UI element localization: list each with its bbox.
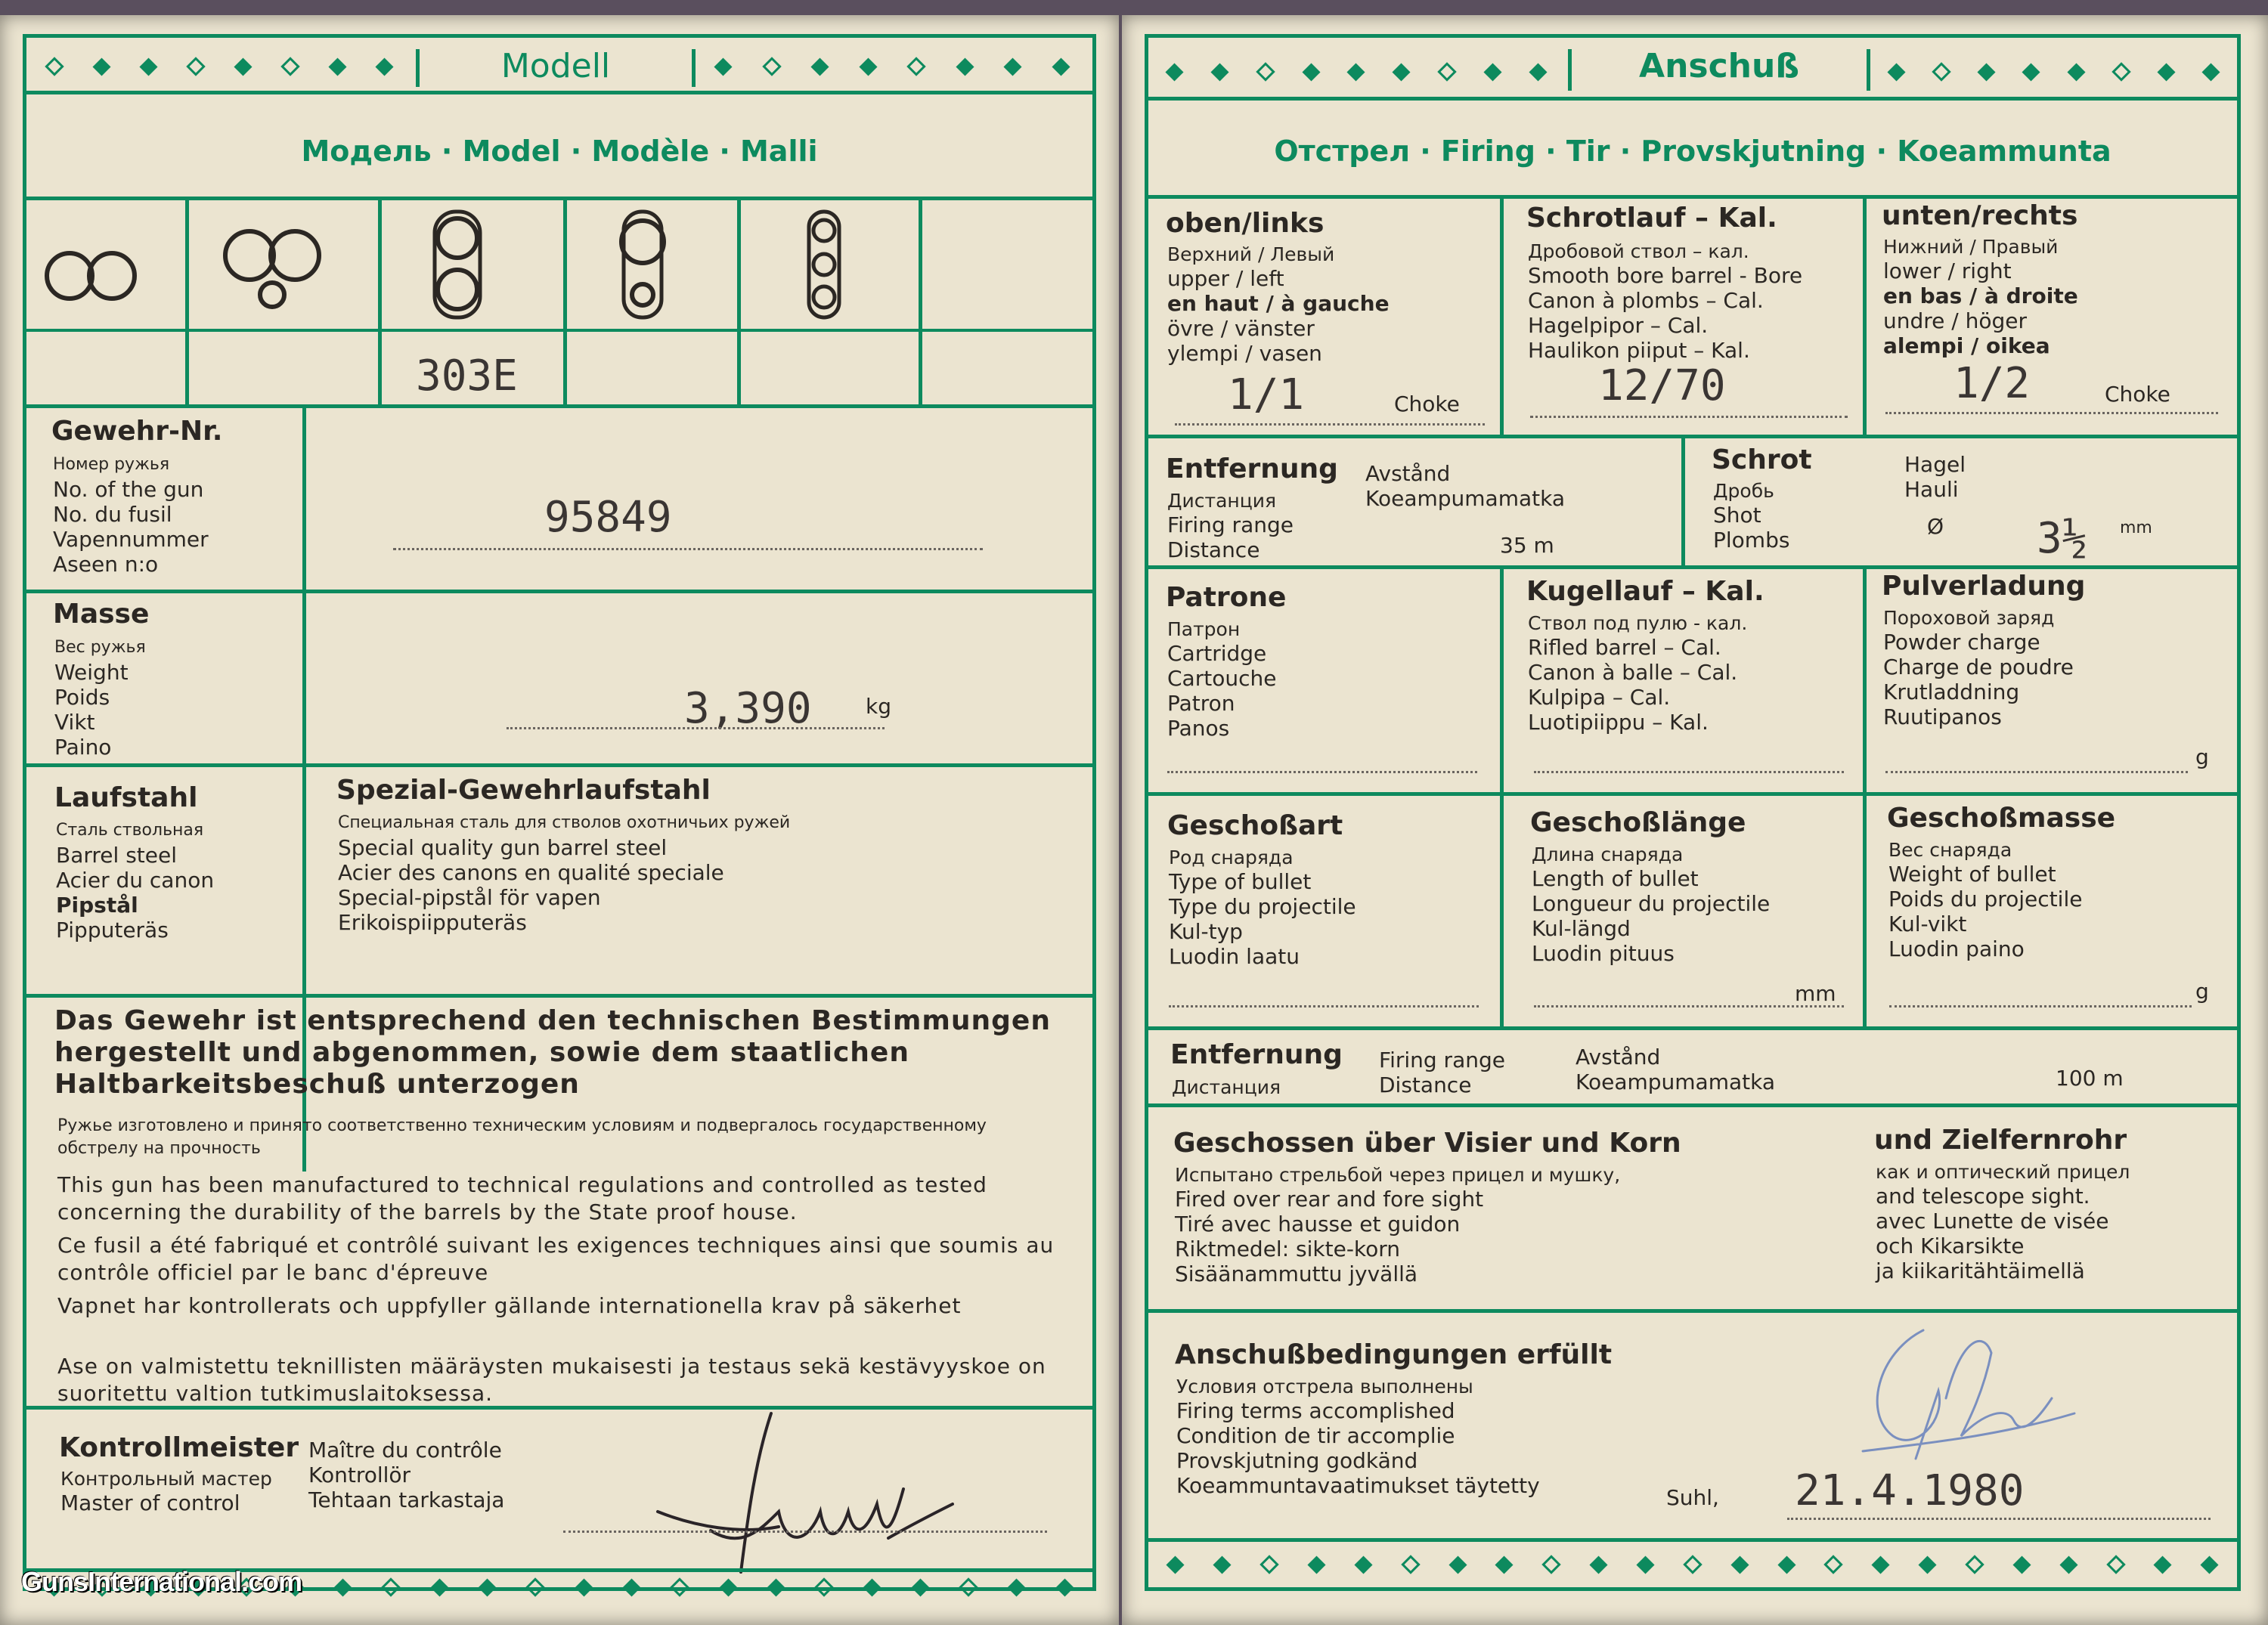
diameter-symbol: Ø bbox=[1927, 514, 1944, 539]
bottom-right-choke-value: 1/2 bbox=[1954, 359, 2031, 408]
shot-barrel-value: 12/70 bbox=[1598, 361, 1726, 410]
model-subtitle: Модель · Model · Modèle · Malli bbox=[301, 135, 818, 168]
bullet-mass-unit: g bbox=[2195, 979, 2209, 1004]
range1-value: 35 m bbox=[1500, 533, 1554, 558]
right-footer-ornament bbox=[1152, 1549, 2233, 1580]
range2-value: 100 m bbox=[2056, 1066, 2124, 1091]
gun-no-title: Gewehr-Nr. bbox=[51, 416, 223, 447]
shot-labels-2: Hagel Hauli bbox=[1904, 452, 1966, 502]
left-header-ornament-r bbox=[699, 51, 1085, 82]
bullet-type-title: Geschoßart bbox=[1167, 810, 1343, 841]
statement-sv: Vapnet har kontrollerats och uppfyller gällande internationella krav på säkerhet bbox=[57, 1293, 962, 1318]
model-value: 303E bbox=[416, 351, 518, 401]
model-title: Modell bbox=[500, 47, 611, 85]
bullet-mass-title: Geschoßmasse bbox=[1887, 803, 2116, 834]
barrel-steel-labels: Сталь ствольная Barrel steel Acier du canon Pipstål Pipputeräs bbox=[56, 821, 215, 942]
bullet-length-title: Geschoßlänge bbox=[1530, 807, 1746, 838]
scope-title: und Zielfernrohr bbox=[1874, 1125, 2127, 1156]
ball-barrel-labels: Ствол под пулю - кал. Rifled barrel – Cal. Canon à balle – Cal. Kulpipa – Cal. Luotipiippu – Kal. bbox=[1528, 612, 1748, 735]
statement-en: This gun has been manufactured to technical regulations and controlled as tested concerning the durability of the barrels by the State proof house. bbox=[57, 1172, 987, 1224]
bullet-mass-labels: Вес снаряда Weight of bullet Poids du projectile Kul-vikt Luodin paino bbox=[1888, 839, 2083, 961]
right-header-ornament-l bbox=[1152, 57, 1560, 87]
barrel-steel-title: Laufstahl bbox=[54, 782, 198, 813]
over-under-icon bbox=[423, 208, 491, 321]
rifle-drilling-icon bbox=[790, 208, 858, 321]
top-left-title: oben/links bbox=[1166, 208, 1325, 239]
bottom-right-title: unten/rechts bbox=[1882, 200, 2078, 231]
shot-title: Schrot bbox=[1712, 444, 1812, 475]
ball-barrel-title: Kugellauf – Kal. bbox=[1526, 576, 1765, 607]
shot-barrel-title: Schrotlauf – Kal. bbox=[1526, 203, 1777, 234]
control-title: Kontrollmeister bbox=[59, 1432, 299, 1463]
sights-labels: Испытано стрельбой через прицел и мушку, Fired over rear and fore sight Tiré avec hausse et guidon Riktmedel: sikte-korn Sisäänammuttu jyvällä bbox=[1175, 1164, 1621, 1286]
mass-unit: kg bbox=[866, 694, 891, 719]
powder-labels: Пороховой заряд Powder charge Charge de poudre Krutladdning Ruutipanos bbox=[1883, 607, 2074, 729]
statement-fr: Ce fusil a été fabriqué et contrôlé suivant les exigences techniques ainsi que soumis au contrôle officiel par le banc d'épreuve bbox=[57, 1233, 1055, 1285]
control-labels-2: Maître du contrôle Kontrollör Tehtaan tarkastaja bbox=[308, 1438, 505, 1512]
sights-title: Geschossen über Visier und Korn bbox=[1173, 1128, 1681, 1159]
top-left-labels: Верхний / Левый upper / left en haut / à gauche övre / vänster ylempi / vasen bbox=[1167, 243, 1390, 366]
place-label: Suhl, bbox=[1666, 1485, 1719, 1510]
right-header-ornament-r bbox=[1874, 57, 2233, 87]
inspector-signature bbox=[1833, 1308, 2090, 1474]
shot-labels: Дробь Shot Plombs bbox=[1713, 480, 1790, 552]
gun-no-value: 95849 bbox=[544, 493, 672, 542]
barrel-steel-spec-lines: Специальная сталь для стволов охотничьих ружей Special quality gun barrel steel Acier des canons en qualité speciale Special-pipstål för vapen Erikoispiipputeräs bbox=[338, 813, 791, 935]
mass-value: 3,390 bbox=[684, 684, 812, 733]
side-by-side-icon bbox=[38, 242, 144, 310]
conditions-labels: Условия отстрела выполнены Firing terms accomplished Condition de tir accomplie Provskjutning godkänd Koeammuntavaatimukset täytetty bbox=[1176, 1376, 1540, 1498]
gun-no-labels: Номер ружья No. of the gun No. du fusil Vapennummer Aseen n:o bbox=[53, 455, 209, 577]
range2-title: Entfernung bbox=[1170, 1039, 1343, 1070]
mass-title: Masse bbox=[53, 599, 150, 630]
bullet-length-labels: Длина снаряда Length of bullet Longueur du projectile Kul-längd Luodin pituus bbox=[1532, 843, 1771, 966]
watermark: GunsInternational.com bbox=[21, 1566, 302, 1597]
scope-labels: как и оптический прицел and telescope sight. avec Lunette de visée och Kikarsikte ja kiikaritähtäimellä bbox=[1876, 1161, 2130, 1283]
control-labels: Контрольный мастер Master of control bbox=[60, 1468, 272, 1515]
top-left-choke-value: 1/1 bbox=[1228, 370, 1305, 419]
range1-title: Entfernung bbox=[1166, 453, 1338, 484]
statement-fi: Ase on valmistettu teknillisten määräysten mukaisesti ja testaus sekä kestävyyskoe on suoritettu valtion tutkimuslaitoksessa. bbox=[57, 1354, 1046, 1406]
cartridge-title: Patrone bbox=[1166, 582, 1287, 613]
mass-labels: Вес ружья Weight Poids Vikt Paino bbox=[54, 638, 146, 760]
shot-size-value: 3½ bbox=[2037, 514, 2088, 563]
powder-title: Pulverladung bbox=[1882, 571, 2086, 602]
shot-barrel-labels: Дробовой ствол – кал. Smooth bore barrel - Bore Canon à plombs – Cal. Hagelpipor – Cal. Haulikon piiput – Kal. bbox=[1528, 240, 1803, 363]
range1-labels: Дистанция Firing range Distance bbox=[1167, 490, 1294, 562]
range2-ru: Дистанция bbox=[1172, 1076, 1281, 1098]
conditions-title: Anschußbedingungen erfüllt bbox=[1175, 1339, 1613, 1370]
bullet-type-labels: Род снаряда Type of bullet Type du projectile Kul-typ Luodin laatu bbox=[1169, 847, 1356, 969]
shot-size-unit: mm bbox=[2120, 518, 2152, 537]
firing-subtitle: Отстрел · Firing · Tir · Provskjutning · Koeammunta bbox=[1274, 135, 2112, 168]
range1-labels-2: Avstånd Koeampumamatka bbox=[1365, 461, 1566, 511]
statement-ru: Ружье изготовлено и принято соответственно техническим условиям и подвергалось государственному обстрелу на прочность bbox=[57, 1116, 987, 1158]
powder-unit: g bbox=[2195, 744, 2209, 769]
firing-title: Anschuß bbox=[1639, 47, 1799, 85]
left-header-ornament-l bbox=[30, 51, 408, 82]
statement-de: Das Gewehr ist entsprechend den technischen Bestimmungen hergestellt und abgenommen, sowie dem staatlichen Haltbarkeitsbeschuß unterzogen bbox=[54, 1005, 1051, 1100]
right-page bbox=[1122, 15, 2268, 1625]
combination-gun-icon bbox=[609, 208, 677, 321]
bottom-right-choke-label: Choke bbox=[2105, 382, 2170, 407]
drilling-icon bbox=[212, 219, 333, 317]
bottom-right-labels: Нижний / Правый lower / right en bas / à droite undre / höger alempi / oikea bbox=[1883, 236, 2078, 358]
range2-labels: Firing range Distance bbox=[1379, 1048, 1505, 1097]
control-signature bbox=[627, 1398, 960, 1595]
barrel-steel-spec-title: Spezial-Gewehrlaufstahl bbox=[336, 775, 711, 806]
range2-labels-2: Avstånd Koeampumamatka bbox=[1576, 1045, 1776, 1094]
cartridge-labels: Патрон Cartridge Cartouche Patron Panos bbox=[1167, 618, 1277, 741]
date-value: 21.4.1980 bbox=[1795, 1466, 2025, 1515]
top-left-choke-label: Choke bbox=[1394, 392, 1460, 416]
left-page bbox=[0, 15, 1119, 1625]
bullet-length-unit: mm bbox=[1795, 981, 1836, 1006]
